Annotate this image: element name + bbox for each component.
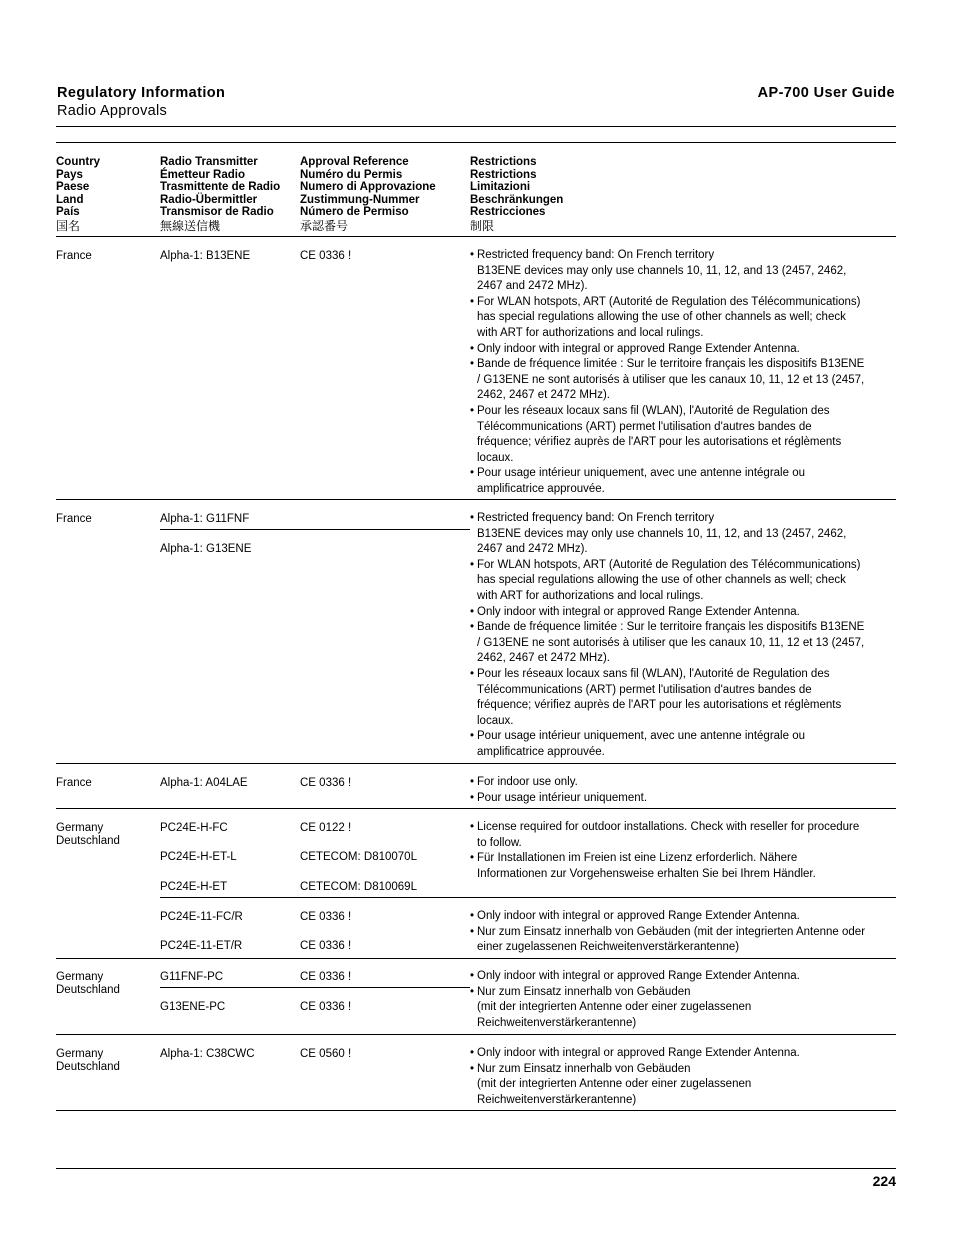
restriction-text: Only indoor with integral or approved Range Extender Antenna. [477, 605, 800, 618]
country-name: Germany [56, 1048, 104, 1060]
country-cell: France [56, 250, 92, 262]
page-header [57, 85, 225, 119]
column-header-transmitter [160, 156, 280, 234]
restriction-item: • Bande de fréquence limitée : Sur le territoire français les dispositifs B13ENE / G13ENE ne sont autorisés à utiliser que les canaux 10, 11, 12 et 13 (2457, 2462, 2467 et 2472 MHz). [470, 621, 865, 665]
restriction-text: Only indoor with integral or approved Range Extender Antenna. [477, 1047, 800, 1059]
approval-cell: CETECOM: D810069L [300, 881, 417, 893]
row-divider [56, 808, 896, 809]
restriction-text: Pour les réseaux locaux sans fil (WLAN), l'Autorité de Regulation des Télécommunications (ART) permet l'utilisation d'autres bandes de fréquence; vérifiez auprès de l'ART pour les autorisations et réglèments locaux. [477, 667, 842, 727]
transmitter-cell: Alpha-1: B13ENE [160, 250, 251, 262]
restriction-text: Für Installationen im Freien ist eine Lizenz erforderlich. Nähere Informationen zur Vorgehensweise erhalten Sie bei Ihrem Händler. [477, 852, 816, 880]
restriction-text: For WLAN hotspots, ART (Autorité de Regulation des Télécommunications) has special regulations allowing the use of other channels as well; check with ART for authorizations and local rulings. [477, 558, 861, 602]
restrictions-list [470, 1046, 898, 1108]
restrictions-list [470, 820, 898, 882]
column-header-line: Approval Reference [300, 156, 409, 168]
restriction-text: Only indoor with integral or approved Range Extender Antenna. [477, 910, 800, 922]
restriction-item: • Only indoor with integral or approved Range Extender Antenna. [470, 342, 800, 355]
column-header-line: Restrictions [470, 156, 537, 168]
restriction-item: • Nur zum Einsatz innerhalb von Gebäuden (mit der integrierten Antenne oder einer zugelassenen Reichweitenverstärkerantenne) [470, 925, 866, 954]
restriction-text: Nur zum Einsatz innerhalb von Gebäuden (mit der integrierten Antenne oder einer zugelassenen Reichweitenverstärkerantenne) [477, 985, 752, 1029]
column-header-approval [300, 156, 436, 234]
restriction-item: • Pour usage intérieur uniquement, avec une antenne intégrale ou amplificatrice approuvée. [470, 467, 805, 495]
column-header-line: Limitazioni [470, 181, 531, 194]
column-header-line: Restrictions [470, 168, 537, 181]
header-divider [56, 126, 896, 127]
transmitter-cell: PC24E-11-ET/R [160, 940, 243, 952]
restriction-text: Pour usage intérieur uniquement. [477, 791, 648, 804]
country-cell [56, 1048, 120, 1073]
restriction-text: Only indoor with integral or approved Range Extender Antenna. [477, 970, 800, 982]
restriction-item: • Only indoor with integral or approved Range Extender Antenna. [470, 605, 800, 618]
transmitter-cell: Alpha-1: G13ENE [160, 543, 252, 555]
restrictions-list [470, 511, 898, 761]
transmitter-cell: G13ENE-PC [160, 1001, 226, 1013]
restriction-item: • Für Installationen im Freien ist eine Lizenz erforderlich. Nähere Informationen zur Vorgehensweise erhalten Sie bei Ihrem Händler. [470, 852, 816, 880]
transmitter-cell: PC24E-H-ET [160, 881, 228, 893]
restrictions-list [470, 909, 898, 956]
restriction-item: • For indoor use only. [470, 776, 578, 788]
column-header-line: Émetteur Radio [160, 168, 245, 181]
column-header-line: Transmisor de Radio [160, 206, 274, 219]
restriction-text: Bande de fréquence limitée : Sur le territoire français les dispositifs B13ENE / G13ENE ne sont autorisés à utiliser que les canaux 10, 11, 12 et 13 (2457, 2462, 2467 et 2472 MHz). [477, 621, 865, 665]
column-header-line: 国名 [56, 218, 81, 233]
approval-cell: CE 0336 ! [300, 777, 352, 789]
country-cell: France [56, 777, 92, 789]
column-header-line: Zustimmung-Nummer [300, 193, 420, 206]
column-header-line: Trasmittente de Radio [160, 181, 281, 194]
restriction-text: Pour usage intérieur uniquement, avec une antenne intégrale ou amplificatrice approuvée. [477, 467, 805, 495]
restriction-item: • Pour usage intérieur uniquement. [470, 791, 648, 804]
transmitter-cell: PC24E-11-FC/R [160, 911, 243, 923]
country-name: Germany [56, 822, 104, 834]
sub-row-divider [160, 987, 470, 988]
restriction-text: For WLAN hotspots, ART (Autorité de Regulation des Télécommunications) has special regulations allowing the use of other channels as well; check with ART for authorizations and local rulings. [477, 295, 861, 339]
table-top-rule [56, 142, 896, 143]
column-header-line: 制限 [470, 218, 495, 233]
restriction-text: Restricted frequency band: On French territory B13ENE devices may only use channels 10, 11, 12, and 13 (2457, 2462, 2467 and 2472 MHz). [477, 512, 847, 556]
column-header-line: 無線送信機 [160, 218, 221, 233]
restriction-text: Pour usage intérieur uniquement, avec une antenne intégrale ou amplificatrice approuvée. [477, 730, 805, 758]
restriction-item: • Pour usage intérieur uniquement, avec une antenne intégrale ou amplificatrice approuvée. [470, 730, 805, 758]
country-cell [56, 822, 120, 847]
column-header-line: País [56, 206, 80, 219]
transmitter-cell: PC24E-H-ET-L [160, 851, 237, 863]
approval-cell: CE 0336 ! [300, 940, 352, 952]
transmitter-cell: Alpha-1: C38CWC [160, 1048, 255, 1060]
approval-cell: CE 0336 ! [300, 1001, 352, 1013]
country-name: Deutschland [56, 1060, 120, 1073]
restriction-item: • Restricted frequency band: On French territory B13ENE devices may only use channels 10, 11, 12, and 13 (2457, 2462, 2467 and 2472 MHz). [470, 249, 847, 293]
restriction-text: Only indoor with integral or approved Range Extender Antenna. [477, 342, 800, 355]
restriction-text: License required for outdoor installations. Check with reseller for procedure to follow. [477, 821, 860, 849]
restriction-item: • Bande de fréquence limitée : Sur le territoire français les dispositifs B13ENE / G13ENE ne sont autorisés à utiliser que les canaux 10, 11, 12 et 13 (2457, 2462, 2467 et 2472 MHz). [470, 358, 865, 402]
country-name: Deutschland [56, 983, 120, 996]
restriction-text: Nur zum Einsatz innerhalb von Gebäuden (mit der integrierten Antenne oder einer zugelassenen Reichweitenverstärkerantenne) [477, 925, 866, 954]
section-subtitle: Radio Approvals [57, 103, 168, 119]
approval-cell: CE 0336 ! [300, 911, 352, 923]
restrictions-list [470, 248, 898, 498]
page-number: 224 [872, 1173, 896, 1189]
transmitter-cell: Alpha-1: G11FNF [160, 513, 250, 525]
table-bottom-rule [56, 1110, 896, 1111]
restriction-text: Bande de fréquence limitée : Sur le territoire français les dispositifs B13ENE / G13ENE ne sont autorisés à utiliser que les canaux 10, 11, 12 et 13 (2457, 2462, 2467 et 2472 MHz). [477, 358, 865, 402]
restriction-item: • Pour les réseaux locaux sans fil (WLAN), l'Autorité de Regulation des Télécommunications (ART) permet l'utilisation d'autres bandes de fréquence; vérifiez auprès de l'ART pour les autorisations et réglèments locaux. [470, 667, 842, 727]
transmitter-cell: G11FNF-PC [160, 971, 224, 983]
column-header-line: 承認番号 [300, 218, 349, 233]
header-bottom-rule [56, 236, 896, 237]
column-header-line: Radio Transmitter [160, 156, 258, 168]
restriction-item: • Nur zum Einsatz innerhalb von Gebäuden (mit der integrierten Antenne oder einer zugelassenen Reichweitenverstärkerantenne) [470, 985, 752, 1029]
restrictions-list [470, 969, 898, 1031]
column-header-line: Radio-Übermittler [160, 193, 258, 206]
restriction-text: Nur zum Einsatz innerhalb von Gebäuden (mit der integrierten Antenne oder einer zugelassenen Reichweitenverstärkerantenne) [477, 1062, 752, 1106]
country-cell: France [56, 513, 92, 525]
column-header-line: Numéro du Permis [300, 168, 403, 181]
restriction-item: • Only indoor with integral or approved Range Extender Antenna. [470, 910, 800, 922]
column-header-restrictions [470, 156, 563, 234]
column-header-line: Country [56, 156, 101, 168]
column-header-line: Restricciones [470, 206, 546, 219]
row-divider [56, 958, 896, 959]
column-header-line: Numero di Approvazione [300, 181, 436, 194]
row-divider [56, 763, 896, 764]
transmitter-cell: PC24E-H-FC [160, 822, 228, 834]
transmitter-cell: Alpha-1: A04LAE [160, 777, 248, 789]
approval-cell: CE 0560 ! [300, 1048, 352, 1060]
approval-cell: CE 0336 ! [300, 250, 352, 262]
restriction-item: • For WLAN hotspots, ART (Autorité de Regulation des Télécommunications) has special regulations allowing the use of other channels as well; check with ART for authorizations and local rulings. [470, 558, 861, 602]
approval-cell: CETECOM: D810070L [300, 851, 417, 863]
restriction-item: • Only indoor with integral or approved Range Extender Antenna. [470, 1047, 800, 1059]
column-header-line: Número de Permiso [300, 206, 409, 219]
row-divider [56, 499, 896, 500]
approval-cell: CE 0122 ! [300, 822, 352, 834]
restriction-item: • License required for outdoor installations. Check with reseller for procedure to follow. [470, 821, 860, 849]
restriction-item: • For WLAN hotspots, ART (Autorité de Regulation des Télécommunications) has special regulations allowing the use of other channels as well; check with ART for authorizations and local rulings. [470, 295, 861, 339]
restriction-item: • Restricted frequency band: On French territory B13ENE devices may only use channels 10, 11, 12, and 13 (2457, 2462, 2467 and 2472 MHz). [470, 512, 847, 556]
guide-title: AP-700 User Guide [757, 85, 895, 101]
restriction-item: • Nur zum Einsatz innerhalb von Gebäuden (mit der integrierten Antenne oder einer zugelassenen Reichweitenverstärkerantenne) [470, 1062, 752, 1106]
sub-row-divider [160, 529, 470, 530]
restrictions-list [470, 775, 898, 806]
restriction-text: Pour les réseaux locaux sans fil (WLAN), l'Autorité de Regulation des Télécommunications (ART) permet l'utilisation d'autres bandes de fréquence; vérifiez auprès de l'ART pour les autorisations et réglèments locaux. [477, 404, 842, 464]
section-title: Regulatory Information [57, 85, 226, 101]
restriction-item: • Pour les réseaux locaux sans fil (WLAN), l'Autorité de Regulation des Télécommunications (ART) permet l'utilisation d'autres bandes de fréquence; vérifiez auprès de l'ART pour les autorisations et réglèments locaux. [470, 404, 842, 464]
column-header-country [56, 156, 100, 234]
footer-rule [56, 1168, 896, 1169]
column-header-line: Paese [56, 181, 90, 194]
restriction-text: For indoor use only. [477, 776, 578, 788]
restriction-item: • Only indoor with integral or approved Range Extender Antenna. [470, 970, 800, 982]
country-name: Germany [56, 971, 104, 983]
column-header-line: Beschränkungen [470, 193, 564, 206]
country-name: Deutschland [56, 834, 120, 847]
sub-row-divider [160, 897, 896, 898]
restriction-text: Restricted frequency band: On French territory B13ENE devices may only use channels 10, 11, 12, and 13 (2457, 2462, 2467 and 2472 MHz). [477, 249, 847, 293]
column-header-line: Land [56, 193, 84, 206]
row-divider [56, 1034, 896, 1035]
country-cell [56, 971, 120, 996]
column-header-line: Pays [56, 168, 83, 181]
approval-cell: CE 0336 ! [300, 971, 352, 983]
